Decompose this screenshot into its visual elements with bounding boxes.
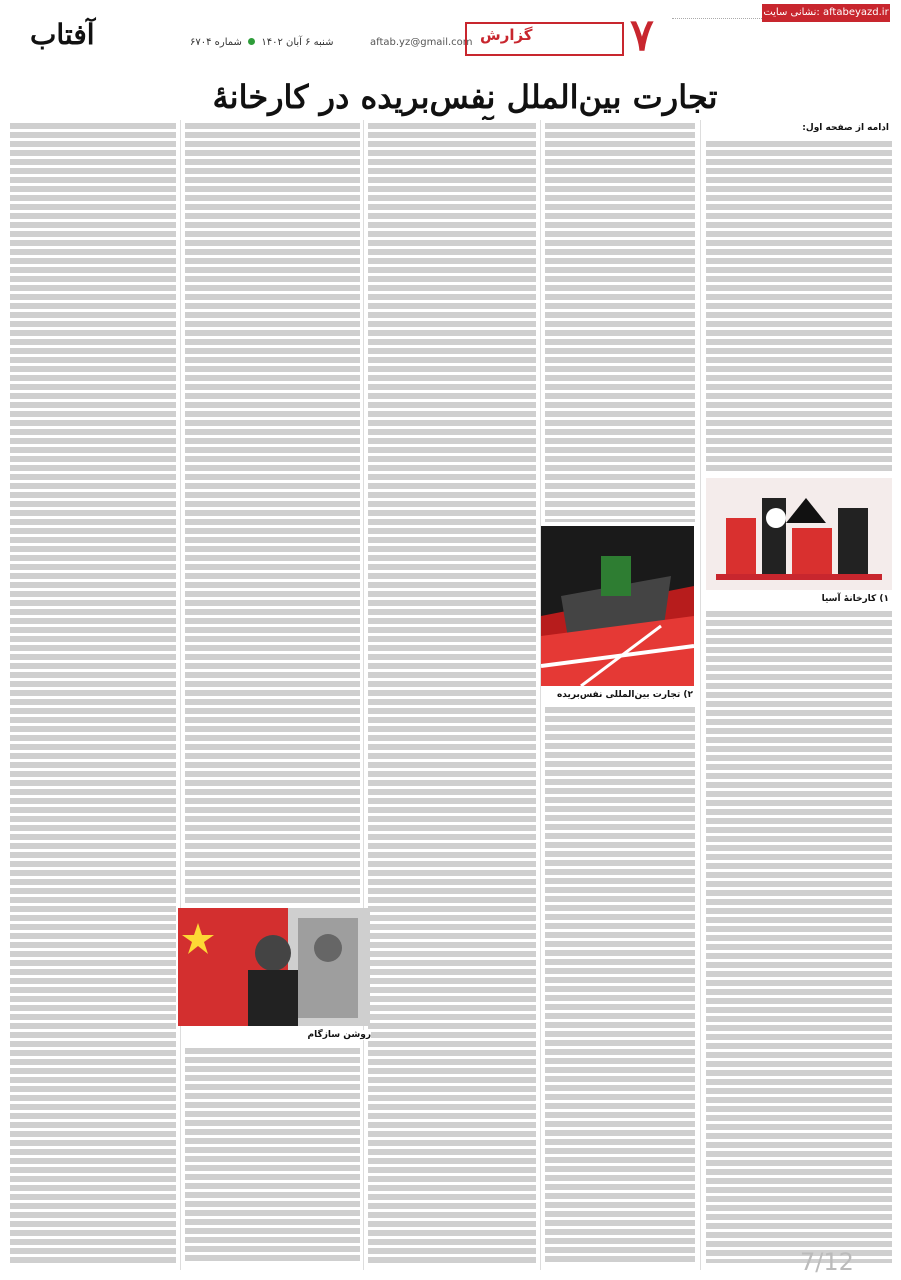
ship-illustration xyxy=(541,526,694,686)
site-label: نشانی سایت: xyxy=(763,7,820,18)
text-column xyxy=(185,1045,360,1263)
article-illustration-ship xyxy=(541,526,694,686)
subhead-recovery: روشن سازگام xyxy=(307,1030,371,1040)
page-number: 7/12 xyxy=(800,1248,854,1276)
issue-date: شنبه ۶ آبان ۱۴۰۲ xyxy=(261,37,334,48)
section-number: ۷ xyxy=(630,10,654,61)
article-illustration-factory xyxy=(706,478,892,590)
site-url[interactable]: aftabeyazd.ir xyxy=(822,7,889,18)
leader-photo xyxy=(178,908,370,1026)
issue-number: شماره ۶۷۰۴ xyxy=(190,37,242,48)
contact-email[interactable]: aftab.yz@gmail.com xyxy=(370,37,473,48)
issue-info xyxy=(190,37,333,48)
text-column xyxy=(368,120,536,1263)
text-column xyxy=(10,120,176,1263)
section-label: گزارش xyxy=(480,26,533,44)
text-column xyxy=(706,138,892,474)
column-divider xyxy=(700,120,701,1270)
text-column xyxy=(545,704,695,1264)
newspaper-logo: آفتاب xyxy=(30,18,95,51)
text-column xyxy=(185,120,360,904)
site-address[interactable] xyxy=(762,4,890,22)
factory-illustration xyxy=(706,478,892,590)
column-divider xyxy=(180,120,181,1270)
text-column xyxy=(706,608,892,1263)
text-column xyxy=(545,120,695,522)
article-photo-leader xyxy=(178,908,370,1026)
green-dot-icon xyxy=(248,38,255,45)
column-divider xyxy=(363,120,364,1270)
masthead xyxy=(0,0,901,62)
article-headline: تجارت بین‌الملل نفس‌بریده در کارخانهٔ xyxy=(212,78,718,116)
subhead-continuation: ادامه از صفحه اول: xyxy=(802,123,889,133)
subhead-factory-asia: ۱) کارخانهٔ آسیا xyxy=(821,594,889,604)
subhead-regional: ۲) تجارت بین‌المللی نفس‌بریده xyxy=(556,690,693,700)
column-divider xyxy=(540,120,541,1270)
